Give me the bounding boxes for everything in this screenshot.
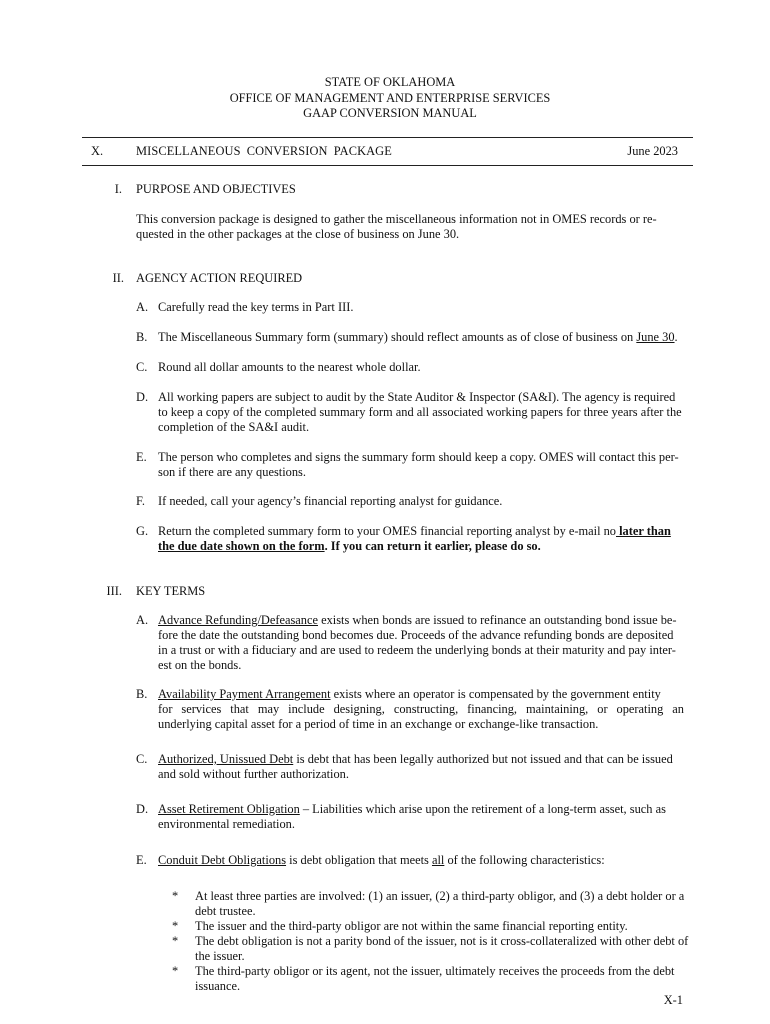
part3-item-b-line (158, 687, 684, 702)
bullet-line: The debt obligation is not a parity bond of the issuer, not is it cross-collateralized with other debt of (195, 934, 689, 948)
part3-item-b-line: underlying capital asset for a period of time in an exchange or exchange-like transaction. (158, 717, 599, 731)
part1-numeral: I. (114, 182, 122, 196)
part3-item-a-text: exists when bonds are issued to refinance an outstanding bond issue be- (317, 613, 677, 627)
document-header (0, 75, 770, 122)
part2-item-g-tail: . If you can return it earlier, please do so. (324, 539, 541, 553)
bullet-marker: * (172, 919, 179, 933)
part1-heading: PURPOSE AND OBJECTIVES (136, 182, 296, 196)
bullet-item (195, 919, 700, 934)
part1-body (136, 212, 686, 242)
part2-item-f-letter: F. (136, 494, 145, 508)
bullet-line: issuance. (195, 979, 241, 993)
part1-body-line: quested in the other packages at the close of business on June 30. (136, 227, 460, 241)
part3-item-a-line: in a trust or with a fiduciary and are used to redeem the underlying bonds at their maturity and pay inter- (158, 643, 676, 657)
header-state: STATE OF OKLAHOMA (324, 75, 456, 89)
term-authorized-unissued-debt: Authorized, Unissued Debt (158, 752, 294, 766)
header-manual: GAAP CONVERSION MANUAL (303, 106, 477, 120)
part3-item-c-line (158, 752, 684, 767)
part2-item-c-letter: C. (136, 360, 148, 374)
part3-item-e (158, 853, 684, 868)
part2-item-b (158, 330, 684, 345)
part2-item-e-letter: E. (136, 450, 147, 464)
section-number: X. (91, 144, 104, 158)
bottom-rule (82, 165, 693, 166)
part3-item-c (158, 752, 684, 782)
part2-item-g-line1 (158, 524, 684, 539)
part2-item-e-line: son if there are any questions. (158, 465, 306, 479)
part2-item-d-letter: D. (136, 390, 149, 404)
bullet-marker: * (172, 964, 179, 978)
part3-item-d-letter: D. (136, 802, 149, 816)
term-asset-retirement-obligation: Asset Retirement Obligation (158, 802, 300, 816)
part3-item-e-letter: E. (136, 853, 147, 867)
part3-item-a-line (158, 613, 684, 628)
section-title: MISCELLANEOUS CONVERSION PACKAGE (136, 144, 392, 158)
term-availability-payment: Availability Payment Arrangement (158, 687, 331, 701)
part3-item-d-line (158, 802, 684, 817)
part2-item-d-line: completion of the SA&I audit. (158, 420, 310, 434)
term-advance-refunding: Advance Refunding/Defeasance (158, 613, 318, 627)
part2-item-d-line: to keep a copy of the completed summary form and all associated working papers for three years after the (158, 405, 682, 419)
part2-item-g-letter: G. (136, 524, 149, 538)
bullet-line: The issuer and the third-party obligor are not within the same financial reporting entity. (195, 919, 628, 933)
part3-item-a-letter: A. (136, 613, 149, 627)
part3-item-a-line: est on the bonds. (158, 658, 242, 672)
part2-item-e-line: The person who completes and signs the summary form should keep a copy. OMES will contact this per- (158, 450, 679, 464)
part2-item-g-due-date: the due date shown on the form (158, 539, 325, 553)
term-conduit-debt-obligations: Conduit Debt Obligations (158, 853, 287, 867)
part3-item-d (158, 802, 684, 832)
bullet-line: debt trustee. (195, 904, 256, 918)
part3-item-e-tail: of the following characteristics: (444, 853, 605, 867)
section-title-row (0, 144, 770, 160)
bullet-line: The third-party obligor or its agent, not the issuer, ultimately receives the proceeds from the debt (195, 964, 675, 978)
part3-item-c-line: and sold without further authorization. (158, 767, 349, 781)
part3-item-b-text: exists where an operator is compensated by the government entity (330, 687, 661, 701)
bullet-line: At least three parties are involved: (1) an issuer, (2) a third-party obligor, and (3) a debt holder or a (195, 889, 685, 903)
part2-item-b-date: June 30 (636, 330, 675, 344)
section-date: June 2023 (627, 144, 678, 158)
bullet-item (195, 934, 700, 964)
part2-item-f: If needed, call your agency’s financial reporting analyst for guidance. (158, 494, 503, 508)
part2-item-b-letter: B. (136, 330, 148, 344)
part3-item-d-line: environmental remediation. (158, 817, 295, 831)
part3-item-e-all: all (431, 853, 445, 867)
part3-heading: KEY TERMS (136, 584, 206, 598)
part2-numeral: II. (112, 271, 124, 285)
part3-item-a (158, 613, 684, 673)
bullet-item (195, 964, 700, 994)
part2-heading: AGENCY ACTION REQUIRED (136, 271, 303, 285)
part2-item-a-letter: A. (136, 300, 149, 314)
part2-item-d-line: All working papers are subject to audit by the State Auditor & Inspector (SA&I). The agency is required (158, 390, 676, 404)
part2-item-c: Round all dollar amounts to the nearest whole dollar. (158, 360, 421, 374)
page-number: X-1 (663, 993, 683, 1007)
part3-item-b-line: for services that may include designing, constructing, financing, maintaining, or operating an (158, 702, 684, 716)
part3-item-b-letter: B. (136, 687, 148, 701)
part2-item-e (158, 450, 684, 480)
part2-item-g-bold: later than (616, 524, 671, 538)
part3-item-d-text: – Liabilities which arise upon the retirement of a long-term asset, such as (299, 802, 666, 816)
part3-item-b (158, 687, 684, 732)
part2-item-g (158, 524, 684, 554)
part1-body-line: This conversion package is designed to gather the miscellaneous information not in OMES records or re- (136, 212, 657, 226)
part2-item-g-plain: Return the completed summary form to your OMES financial reporting analyst by e-mail no (158, 524, 616, 538)
bullet-item (195, 889, 700, 919)
top-rule (82, 137, 693, 138)
part2-item-b-tail: . (674, 330, 678, 344)
part3-item-c-letter: C. (136, 752, 148, 766)
part2-item-g-line2 (158, 539, 684, 554)
bullet-marker: * (172, 889, 179, 903)
part3-item-a-line: fore the date the outstanding bond becomes due. Proceeds of the advance refunding bonds are deposited (158, 628, 674, 642)
part3-numeral: III. (106, 584, 122, 598)
part2-item-d (158, 390, 684, 435)
part3-item-e-mid: is debt obligation that meets (286, 853, 432, 867)
part2-item-b-text: The Miscellaneous Summary form (summary) should reflect amounts as of close of business on (158, 330, 637, 344)
header-office: OFFICE OF MANAGEMENT AND ENTERPRISE SERVICES (229, 90, 551, 105)
bullet-line: the issuer. (195, 949, 245, 963)
part2-item-a: Carefully read the key terms in Part III. (158, 300, 354, 314)
part3-item-c-text: is debt that has been legally authorized but not issued and that can be issued (293, 752, 673, 766)
bullet-marker: * (172, 934, 179, 948)
